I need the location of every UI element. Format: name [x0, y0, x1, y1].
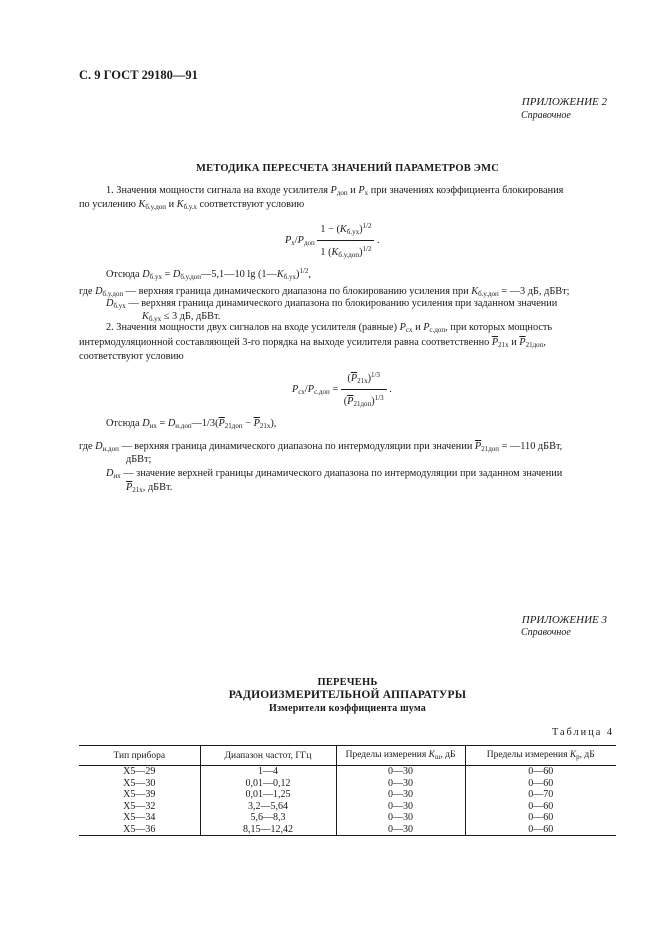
table-row	[79, 801, 616, 813]
cell-type: Х5—32	[123, 800, 156, 812]
formula-3: $P_{сx}/P_{с.доп}$ = $\frac{(\overline{P}_{21x})^{1/3}}{(\overline{P}_{21доп})^{1/3}}$ .	[292, 368, 392, 411]
cell-range-kp: 0—60	[465, 766, 616, 778]
formula-1: $P_x/P_{доп}$ $\frac{1 - (K_{б.ух})^{1/2}}{1 (K_{б.у.доп})^{1/2}}$ .	[285, 219, 380, 262]
table-row	[79, 812, 616, 824]
table-label: Таблица 4	[551, 727, 614, 738]
definition-4-cont: $\overline{P}_{21x}$, дБВт.	[126, 482, 173, 494]
cell-range-kp: 0—60	[465, 801, 616, 813]
cell-range-kp: 0—70	[465, 789, 616, 801]
cell-range-kw: 0—30	[336, 801, 465, 813]
cell-frequency: 1—4	[200, 766, 336, 778]
formula-4: Отсюда $D_{их}$ = $D_{и.доп}—1/3(\overline{P}_{21доп} - \overline{P}_{21x})$,	[106, 418, 277, 430]
paragraph-2-line-3: соответствуют условию	[79, 351, 184, 362]
list-subtitle: Измерители коэффициента шума	[269, 703, 426, 714]
cell-range-kw: 0—30	[336, 789, 465, 801]
cell-frequency: 0,01—1,25	[200, 789, 336, 801]
col-frequency: Диапазон частот, ГГц	[200, 746, 336, 766]
appendix-2-label: ПРИЛОЖЕНИЕ 2	[521, 96, 607, 108]
table-row	[79, 778, 616, 790]
table-header-row	[79, 746, 616, 766]
section-title: МЕТОДИКА ПЕРЕСЧЕТА ЗНАЧЕНИЙ ПАРАМЕТРОВ ЭМС	[196, 163, 499, 174]
appendix-3-label: ПРИЛОЖЕНИЕ 3	[521, 614, 607, 626]
definition-3-cont: дБВт;	[126, 454, 152, 465]
paragraph-2-line-2: интермодуляционной составляющей 3-го порядка на выходе усилителя равна соответственно $\overline{P}_{21x}$ и $\overline{P}_{21доп}$,	[79, 337, 546, 349]
cell-range-kp: 0—60	[465, 824, 616, 836]
col-range-kp: Пределы измерения $K_р$, дБ	[465, 746, 616, 766]
cell-range-kw: 0—30	[336, 766, 465, 778]
definition-4: $D_{их}$ — значение верхней границы динамического диапазона по интермодуляции при заданном значении	[106, 468, 563, 480]
cell-range-kw: 0—30	[336, 812, 465, 824]
cell-type: Х5—34	[123, 812, 156, 823]
table-row	[79, 789, 616, 801]
cell-frequency: 5,6—8,3	[200, 812, 336, 824]
list-title-1: ПЕРЕЧЕНЬ	[317, 677, 378, 688]
appendix-2-note: Справочное	[521, 110, 571, 121]
paragraph-2-line-1: 2. Значения мощности двух сигналов на входе усилителя (равные) $P_{сx}$ и $P_{с.доп}$, при которых мощность	[106, 322, 553, 334]
definition-1: где $D_{б.у.доп}$ — верхняя граница динамического диапазона по блокированию усиления при $K_{б.у.доп}$ = —3 дБ, дБВт;	[79, 286, 570, 298]
col-type: Тип прибора	[79, 746, 200, 766]
table-row	[79, 824, 616, 836]
cell-type: Х5—30	[123, 777, 156, 789]
appendix-3-note: Справочное	[521, 627, 571, 638]
cell-frequency: 0,01—0,12	[200, 778, 336, 790]
table-row	[79, 766, 616, 778]
cell-range-kp: 0—60	[465, 812, 616, 824]
formula-2: Отсюда $D_{б.ух}$ = $D_{б.у.доп}—5,1—10$ $\lg (1—K_{б.ух})^{1/2}$,	[106, 267, 311, 281]
page-header: С. 9 ГОСТ 29180—91	[79, 68, 198, 82]
definition-3: где $D_{и.доп}$ — верхняя граница динамического диапазона по интермодуляции при значении $\overline{P}_{21доп}$ = —110 дБВт,	[79, 441, 563, 453]
cell-type: Х5—39	[123, 789, 156, 800]
paragraph-1-line-1: 1. Значения мощности сигнала на входе усилителя $P_{доп}$ и $P_x$ при значениях коэффициента блокирования	[106, 185, 564, 197]
cell-range-kp: 0—60	[465, 778, 616, 790]
definition-2: $D_{б.ух}$ — верхняя граница динамического диапазона по блокированию усиления при заданном значении	[106, 298, 558, 310]
cell-range-kw: 0—30	[336, 824, 465, 836]
definition-2-cont: $K_{б.ух} \le 3$ дБ, дБВт.	[142, 311, 221, 323]
col-range-kw: Пределы измерения $K_ш$, дБ	[336, 746, 465, 766]
list-title-2: РАДИОИЗМЕРИТЕЛЬНОЙ АППАРАТУРЫ	[228, 689, 467, 701]
cell-frequency: 8,15—12,42	[200, 824, 336, 836]
cell-range-kw: 0—30	[336, 778, 465, 790]
cell-type: Х5—29	[123, 766, 156, 777]
cell-frequency: 3,2—5,64	[200, 801, 336, 813]
instruments-table	[79, 745, 616, 836]
paragraph-1-line-2: по усилению $K_{б.у.доп}$ и $K_{б.у.x}$ соответствуют условию	[79, 199, 305, 211]
cell-type: Х5—36	[79, 824, 200, 836]
